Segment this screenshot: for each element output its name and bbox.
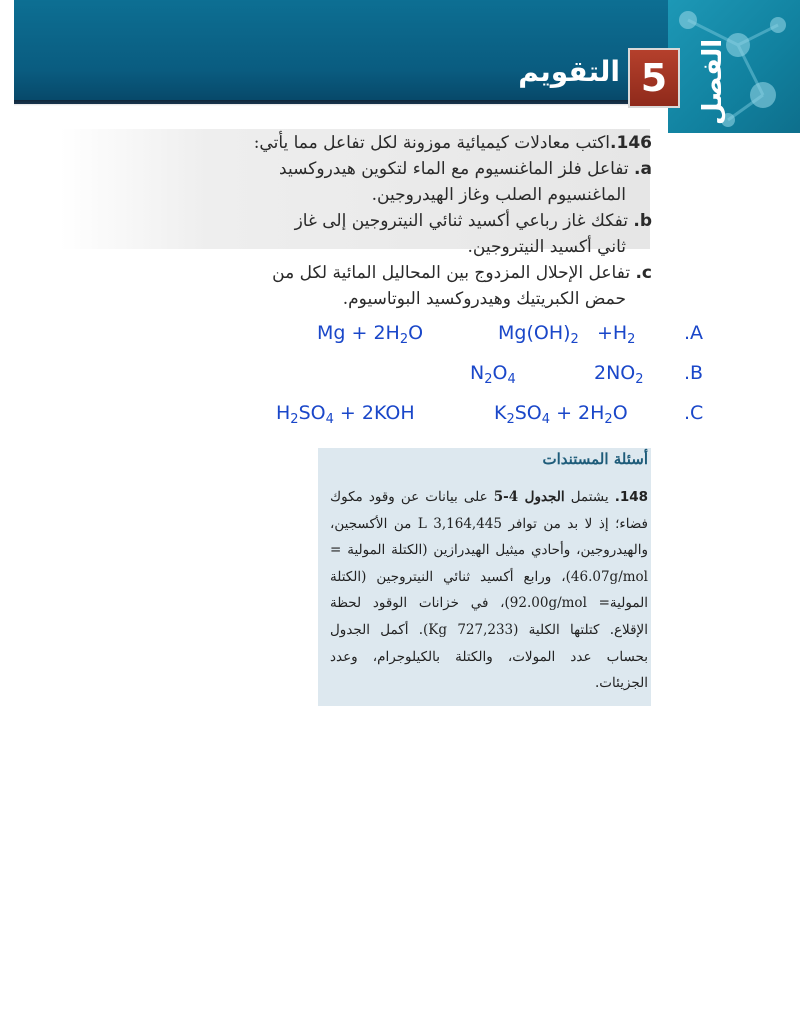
question-148-number: 148. xyxy=(614,489,649,505)
equation-c-label: .C xyxy=(684,402,704,424)
equation-b-products: $2NO_2$ xyxy=(594,362,644,387)
question-148 xyxy=(330,484,648,697)
document-questions-heading: أسئلة المستندات xyxy=(542,450,648,468)
equation-a-reactants: $Mg + 2H_2O$ xyxy=(317,322,424,347)
item-c-line1 xyxy=(86,260,652,286)
item-b-line2: ثاني أكسيد النيتروجين. xyxy=(467,237,626,257)
equation-a-label: .A xyxy=(684,322,704,344)
question-148-intro: يشتمل xyxy=(570,489,609,505)
equation-c-reactants: $H_2SO_4 + 2KOH$ xyxy=(276,402,415,427)
question-146-prompt-line xyxy=(86,130,652,156)
item-a-line1 xyxy=(86,156,652,182)
item-c-label: c. xyxy=(635,263,652,283)
table-reference: الجدول 4-5 xyxy=(493,489,565,505)
question-number: 146. xyxy=(610,133,652,153)
item-b-label: b. xyxy=(633,211,652,231)
item-a-text-1: تفاعل فلز الماغنسيوم مع الماء لتكوين هيدروكسيد xyxy=(279,159,629,179)
equation-b-label: .B xyxy=(684,362,704,384)
equation-a-products: $Mg(OH)_2$ $+H_2$ xyxy=(498,322,636,347)
item-a-label: a. xyxy=(634,159,652,179)
equation-b-reactants: $N_2O_4$ xyxy=(470,362,516,387)
item-c-line2: حمض الكبريتيك وهيدروكسيد البوتاسيوم. xyxy=(342,289,626,309)
question-148-text: على بيانات عن وقود مكوك فضاء؛ إذ لا بد من توافر 3,164,445 L من الأكسجين، والهيدروجين، وأحادي ميثيل الهيدرازين (الكتلة المولية = 46.07g/mol)، ورابع أكسيد ثنائي النيتروجين (الكتلة المولية= 92.00g/mol)، في خزانات الوقود لحظة الإقلاع. كتلتها الكلية (727,233 Kg). أكمل الجدول بحساب عدد المولات، والكتلة بالكيلوجرام، وعدد الجزيئات. xyxy=(330,489,649,692)
item-b-text-1: تفكك غاز رباعي أكسيد ثنائي النيتروجين إلى غاز xyxy=(294,211,628,231)
section-title: التقويم xyxy=(518,55,620,88)
banner-shadow xyxy=(14,100,669,106)
question-146 xyxy=(86,130,652,312)
equation-c-products: $K_2SO_4 + 2H_2O$ xyxy=(494,402,628,427)
item-b-line1 xyxy=(86,208,652,234)
item-c-text-1: تفاعل الإحلال المزدوج بين المحاليل المائية لكل من xyxy=(272,263,631,283)
chapter-number-badge: 5 xyxy=(628,48,680,108)
chapter-tab-label: الفصل xyxy=(698,38,728,126)
question-prompt: اكتب معادلات كيميائية موزونة لكل تفاعل مما يأتي: xyxy=(253,133,611,153)
item-a-line2: الماغنسيوم الصلب وغاز الهيدروجين. xyxy=(371,185,626,205)
